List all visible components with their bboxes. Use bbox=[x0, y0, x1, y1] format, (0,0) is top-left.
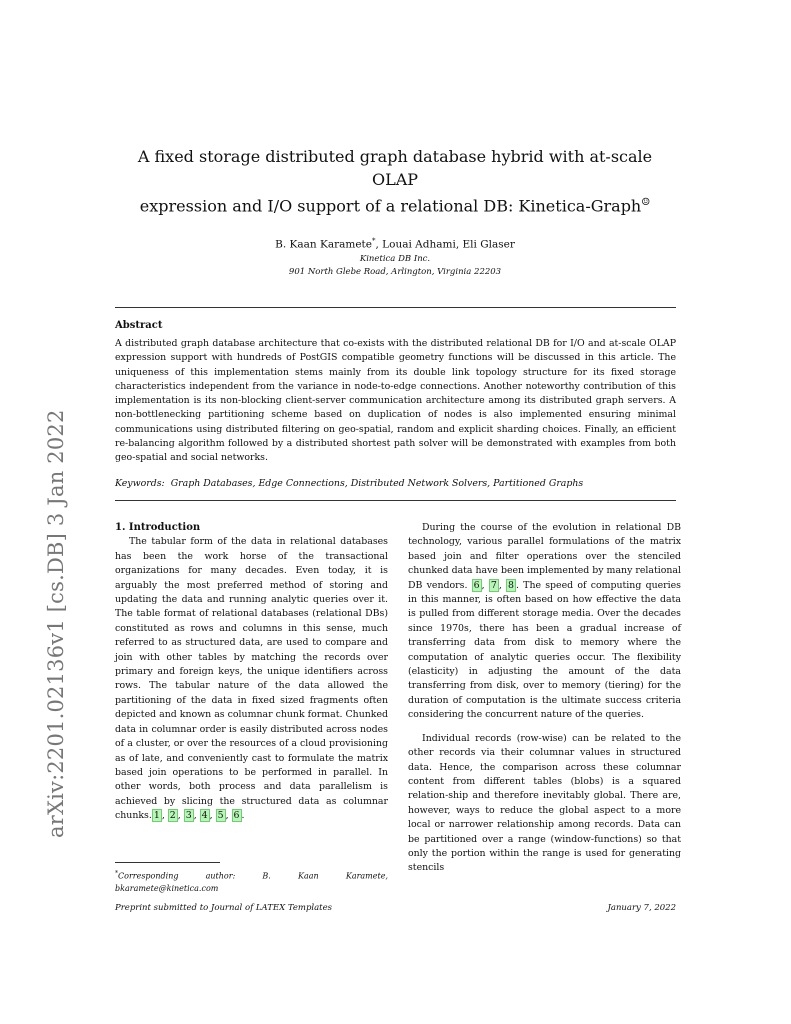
footer-date: January 7, 2022 bbox=[607, 903, 676, 913]
authors bbox=[115, 237, 675, 251]
citation-link[interactable]: 7 bbox=[490, 579, 497, 591]
title-line-2: expression and I/O support of a relational DB: Kinetica-Graph☺ bbox=[139, 196, 651, 216]
citation-link[interactable]: 6 bbox=[473, 579, 480, 591]
title-footnote-mark: ☺ bbox=[641, 197, 651, 208]
footnote-text: Corresponding author: B. Kaan Karamete, bkaramete@kinetica.com bbox=[115, 871, 388, 893]
abstract-text: A distributed graph database architecture that co-exists with the distributed relational DB for I/O and at-scale OLAP expression support with hundreds of PostGIS compatible geometry functions will be discussed in this article. The uniqueness of this implementation stems mainly from its double link topology structure for its fixed storage characteristics independent from the variance in node-to-edge connections. Another noteworthy contribution of this implementation is its non-blocking client-server communication architecture among its distributed graph servers. A non-bottlenecking partitioning scheme based on duplication of nodes is also implemented ensuring minimal communications using distributed filtering on geo-spatial, random and explicit sharding choices. Finally, an efficient re-balancing algorithm followed by a distributed shortest path solver will be demonstrated with examples from both geo-spatial and social networks. bbox=[115, 338, 676, 464]
citation-link[interactable]: 3 bbox=[185, 810, 192, 822]
section-heading-introduction: 1. Introduction bbox=[115, 522, 201, 533]
intro-paragraph-2: During the course of the evolution in relational DB technology, various parallel formulations of the matrix based join and filter operations over the stenciled chunked data have been implemented by many relational DB vendors. 6 , 7 , 8 . The speed of computing queries in this manner, is often based on how effective the data is pulled from different storage media. Over the decades since 1970s, there has been a gradual increase of transferring data from disk to memory where the computation of analytic queries occur. The flexibility (elasticity) in adjusting the amount of the data transferring from disk, over to memory (tiering) for the duration of computation is the ultimate success criteria considering the concurrent nature of the queries. bbox=[408, 522, 682, 721]
citation-link[interactable]: 4 bbox=[201, 810, 208, 822]
intro-paragraph-3: Individual records (row-wise) can be related to the other records via their columnar values in structured data. Hence, the comparison across these columnar content from different tables (blobs) is a squared relation-ship and therefore inevitably global. There are, however, ways to reduce the global aspect to a more local or narrower relationship among records. Data can be partitioned over a range (window-functions) so that only the portion within the range is used for generating stencils bbox=[408, 732, 681, 874]
corresponding-mark: * bbox=[371, 237, 376, 245]
paper-title bbox=[115, 145, 675, 217]
citation-link[interactable]: 2 bbox=[169, 810, 176, 822]
keywords-label: Keywords: bbox=[115, 478, 165, 489]
abstract-bottom-rule bbox=[115, 500, 676, 501]
footer-preprint: Preprint submitted to Journal of LATEX Templates bbox=[115, 903, 332, 913]
footnote bbox=[115, 868, 388, 895]
citation-link[interactable]: 1 bbox=[153, 810, 160, 822]
title-line-1: A fixed storage distributed graph database hybrid with at-scale OLAP bbox=[137, 147, 653, 189]
abstract-heading: Abstract bbox=[115, 320, 163, 331]
footnote-rule bbox=[115, 862, 220, 863]
author-1: B. Kaan Karamete bbox=[275, 238, 372, 251]
keywords-text: Graph Databases, Edge Connections, Distributed Network Solvers, Partitioned Graphs bbox=[170, 478, 584, 489]
affiliation-org: Kinetica DB Inc. bbox=[359, 254, 431, 264]
affiliation-address: 901 North Glebe Road, Arlington, Virginia 22203 bbox=[288, 267, 502, 277]
other-authors: , Louai Adhami, Eli Glaser bbox=[375, 238, 515, 251]
right-column bbox=[408, 521, 681, 876]
p2-citations: 6 , 7 , 8 bbox=[473, 579, 514, 591]
citation-link[interactable]: 8 bbox=[508, 579, 514, 591]
affiliation bbox=[115, 253, 675, 279]
p1-citations: 1 , 2 , 3 , 4 , 5 , 6 bbox=[153, 810, 240, 822]
intro-paragraph-1: The tabular form of the data in relational databases has been the work horse of the transactional organizations for many decades. Even today, it is arguably the most preferred method of storing and updating the data and running analytic queries over it. The table format of relational databases (relational DBs) constituted as rows and columns in this sense, much referred to as structured data, are used to compare and join with other tables by matching the records over primary and foreign keys, the unique identifiers across rows. The tabular nature of the data allowed the partitioning of the data in fixed sized fragments often depicted and known as columnar chunk format. Chunked data in columnar order is easily distributed across nodes of a cluster, or over the resources of a cloud provisioning as of late, and conveniently cast to formulate the matrix based join operations to be performed in parallel. In other words, both process and data parallelism is achieved by slicing the structured data as columnar chunks. 1 , 2 , 3 , 4 , 5 , 6 . bbox=[115, 536, 388, 822]
keywords bbox=[115, 478, 676, 489]
footnote-mark: * bbox=[115, 870, 118, 877]
left-column bbox=[115, 521, 388, 824]
arxiv-side-stamp: arXiv:2201.02136v1 [cs.DB] 3 Jan 2022 bbox=[44, 409, 68, 838]
abstract-top-rule bbox=[115, 307, 676, 308]
citation-link[interactable]: 5 bbox=[217, 810, 224, 822]
citation-link[interactable]: 6 bbox=[233, 810, 240, 822]
